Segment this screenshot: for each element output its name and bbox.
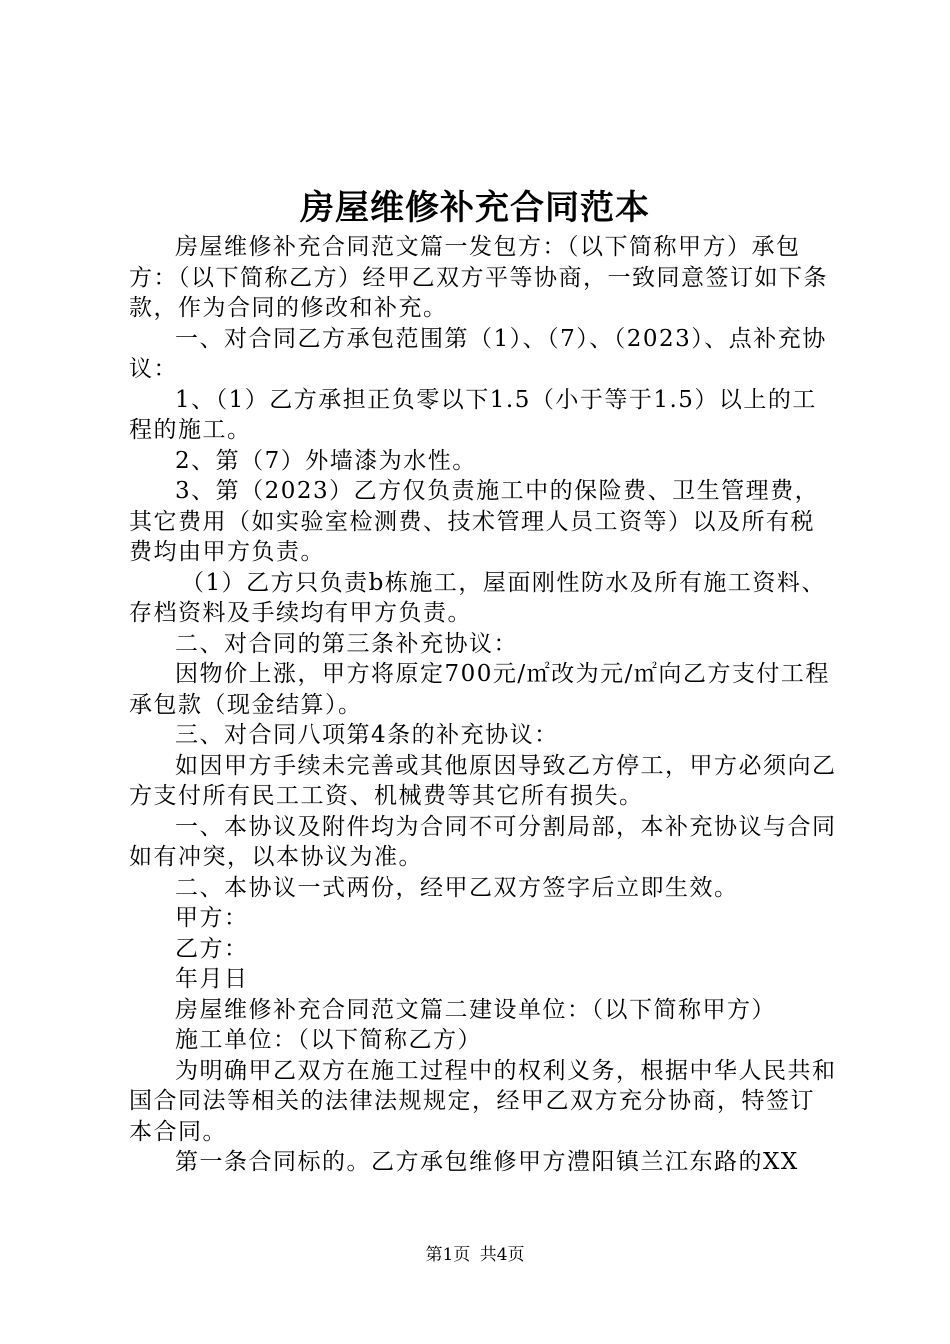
page-total: 共4页 — [479, 1245, 525, 1265]
paragraph: 第一条合同标的。乙方承包维修甲方澧阳镇兰江东路的XX — [175, 1149, 799, 1175]
paragraph: 如因甲方手续未完善或其他原因导致乙方停工，甲方必须向乙方支付所有民工工资、机械费等其它所有损失。 — [129, 752, 837, 809]
paragraph: 因物价上涨，甲方将原定700元/㎡改为元/㎡向乙方支付工程承包款（现金结算）。 — [129, 661, 830, 718]
paragraph: （1）乙方只负责b栋施工，屋面刚性防水及所有施工资料、存档资料及手续均有甲方负责。 — [129, 569, 826, 626]
signature-date: 年月日 — [175, 966, 249, 992]
paragraph: 二、本协议一式两份，经甲乙双方签字后立即生效。 — [175, 874, 739, 901]
document-title: 房屋维修补充合同范本 — [300, 188, 650, 228]
document-body — [129, 232, 839, 1178]
paragraph: 二、对合同的第三条补充协议： — [175, 630, 518, 657]
page-number: 第1页 — [425, 1245, 471, 1265]
paragraph: 施工单位：（以下简称乙方） — [175, 1027, 482, 1053]
paragraph: 1、（1）乙方承担正负零以下1.5（小于等于1.5）以上的工程的施工。 — [129, 386, 817, 443]
paragraph: 2、第（7）外墙漆为水性。 — [175, 447, 477, 474]
paragraph: 一、对合同乙方承包范围第（1）、（7）、（2023）、点补充协议： — [129, 325, 827, 382]
signature-party-b: 乙方： — [175, 935, 249, 962]
paragraph: 房屋维修补充合同范文篇一发包方：（以下简称甲方）承包方：（以下简称乙方）经甲乙双方平等协商，一致同意签订如下条款，作为合同的修改和补充。 — [129, 234, 828, 321]
signature-party-a: 甲方： — [175, 905, 249, 931]
paragraph: 3、第（2023）乙方仅负责施工中的保险费、卫生管理费，其它费用（如实验室检测费、技术管理人员工资等）以及所有税费均由甲方负责。 — [129, 478, 820, 565]
paragraph: 房屋维修补充合同范文篇二建设单位：（以下简称甲方） — [175, 996, 776, 1023]
paragraph: 为明确甲乙双方在施工过程中的权利义务，根据中华人民共和国合同法等相关的法律法规规定，经甲乙双方充分协商，特签订本合同。 — [129, 1057, 837, 1145]
paragraph: 三、对合同八项第4条的补充协议： — [175, 722, 559, 748]
page-footer — [0, 1243, 950, 1267]
paragraph: 一、本协议及附件均为合同不可分割局部，本补充协议与合同如有冲突，以本协议为准。 — [129, 813, 837, 870]
